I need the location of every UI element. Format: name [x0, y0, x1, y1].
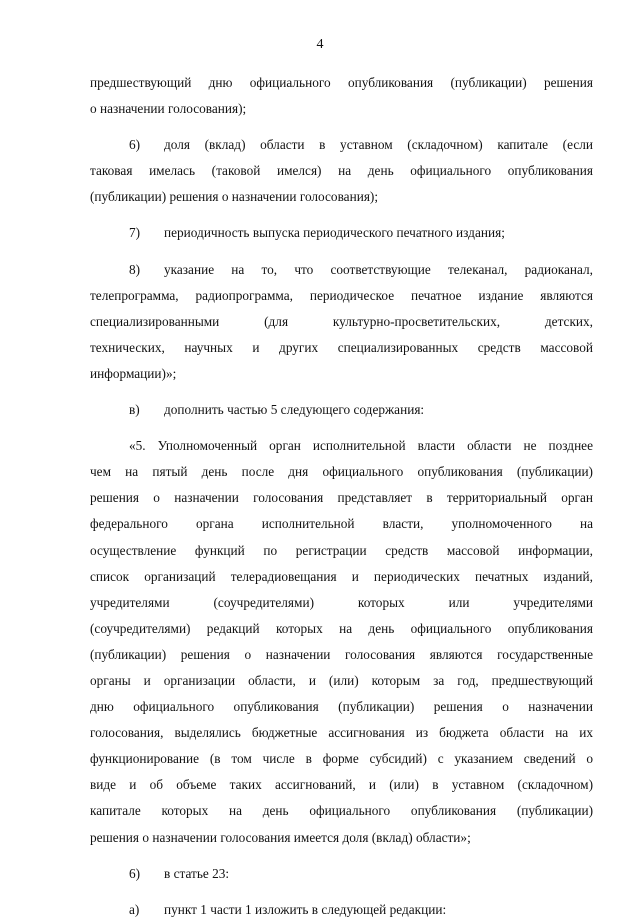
text-line [90, 309, 593, 335]
line-text: указание на то, что соответствующие телеканал, радиоканал, [164, 261, 593, 277]
paragraph-p3 [90, 220, 593, 246]
line-text: решения о назначении голосования имеется доля (вклад) области»; [90, 829, 471, 845]
paragraph-p4 [90, 257, 593, 387]
line-text: (соучредителями) редакций которых на день официального опубликования [90, 620, 593, 636]
line-text: специализированными (для культурно-просветительских, детских, [90, 313, 593, 329]
item-label: 6) [129, 137, 141, 153]
paragraph-p8 [90, 897, 593, 923]
page-number: 4 [316, 37, 324, 52]
text-line [90, 158, 593, 184]
item-label: а) [129, 901, 140, 917]
line-text: технических, научных и других специализированных средств массовой [90, 339, 593, 355]
text-line [90, 220, 593, 246]
line-text: органы и организации области, и (или) которым за год, предшествующий [90, 672, 593, 688]
text-line [90, 70, 593, 96]
text-line [90, 772, 593, 798]
line-text: голосования, выделялись бюджетные ассигнования из бюджета области на их [90, 725, 593, 741]
text-line [90, 616, 593, 642]
text-line [90, 335, 593, 361]
line-text: осуществление функций по регистрации средств массовой информации, [90, 542, 593, 558]
line-text: (публикации) решения о назначении голосования являются государственные [90, 646, 593, 662]
text-line [90, 668, 593, 694]
indent-space [90, 433, 129, 459]
line-text: чем на пятый день после дня официального опубликования (публикации) [90, 464, 593, 480]
item-label: 7) [129, 225, 141, 241]
text-line [90, 720, 593, 746]
text-line [90, 861, 593, 887]
text-line [90, 694, 593, 720]
text-line [90, 96, 593, 122]
line-text: капитале которых на день официального опубликования (публикации) [90, 803, 593, 819]
text-line [90, 897, 593, 923]
indent-space [90, 132, 129, 158]
line-text: дню официального опубликования (публикации) решения о назначении [90, 699, 593, 715]
line-text: таковая имелась (таковой имелся) на день официального опубликования [90, 163, 593, 179]
paragraph-p5 [90, 397, 593, 423]
text-line [90, 433, 593, 459]
text-line [90, 397, 593, 423]
line-text: «5. Уполномоченный орган исполнительной власти области не позднее [129, 438, 593, 454]
line-text: в статье 23: [164, 865, 230, 881]
line-text: дополнить частью 5 следующего содержания: [164, 402, 425, 418]
text-line [90, 511, 593, 537]
text-line [90, 132, 593, 158]
text-line [90, 361, 593, 387]
text-line [90, 538, 593, 564]
text-line [90, 485, 593, 511]
line-text: виде и об объеме таких ассигнований, и (или) в уставном (складочном) [90, 777, 593, 793]
line-text: федерального органа исполнительной власти, уполномоченного на [90, 516, 593, 532]
indent-space [90, 220, 129, 246]
item-label: в) [129, 402, 140, 418]
line-text: информации)»; [90, 365, 177, 381]
line-text: о назначении голосования); [90, 101, 247, 117]
paragraph-p6 [90, 433, 593, 851]
line-text: периодичность выпуска периодического печатного издания; [164, 225, 505, 241]
line-text: доля (вклад) области в уставном (складочном) капитале (если [164, 137, 593, 153]
item-label: 8) [129, 261, 141, 277]
text-line [90, 257, 593, 283]
text-line [90, 459, 593, 485]
document-body [90, 70, 593, 923]
text-line [90, 642, 593, 668]
indent-space [90, 861, 129, 887]
line-text: функционирование (в том числе в форме субсидий) с указанием сведений о [90, 751, 593, 767]
line-text: телепрограмма, радиопрограмма, периодическое печатное издание являются [90, 287, 593, 303]
indent-space [90, 397, 129, 423]
line-text: предшествующий дню официального опубликования (публикации) решения [90, 75, 593, 90]
text-line [90, 184, 593, 210]
item-label: 6) [129, 865, 141, 881]
indent-space [90, 257, 129, 283]
paragraph-p7 [90, 861, 593, 887]
line-text: решения о назначении голосования представляет в территориальный орган [90, 490, 593, 506]
text-line [90, 590, 593, 616]
text-line [90, 283, 593, 309]
paragraph-p2 [90, 132, 593, 210]
text-line [90, 746, 593, 772]
line-text: (публикации) решения о назначении голосования); [90, 189, 379, 205]
line-text: список организаций телерадиовещания и периодических печатных изданий, [90, 568, 593, 584]
indent-space [90, 897, 129, 923]
paragraph-p1 [90, 70, 593, 122]
line-text: пункт 1 части 1 изложить в следующей редакции: [164, 901, 447, 917]
text-line [90, 798, 593, 824]
line-text: учредителями (соучредителями) которых или учредителями [90, 594, 593, 610]
text-line [90, 825, 593, 851]
text-line [90, 564, 593, 590]
